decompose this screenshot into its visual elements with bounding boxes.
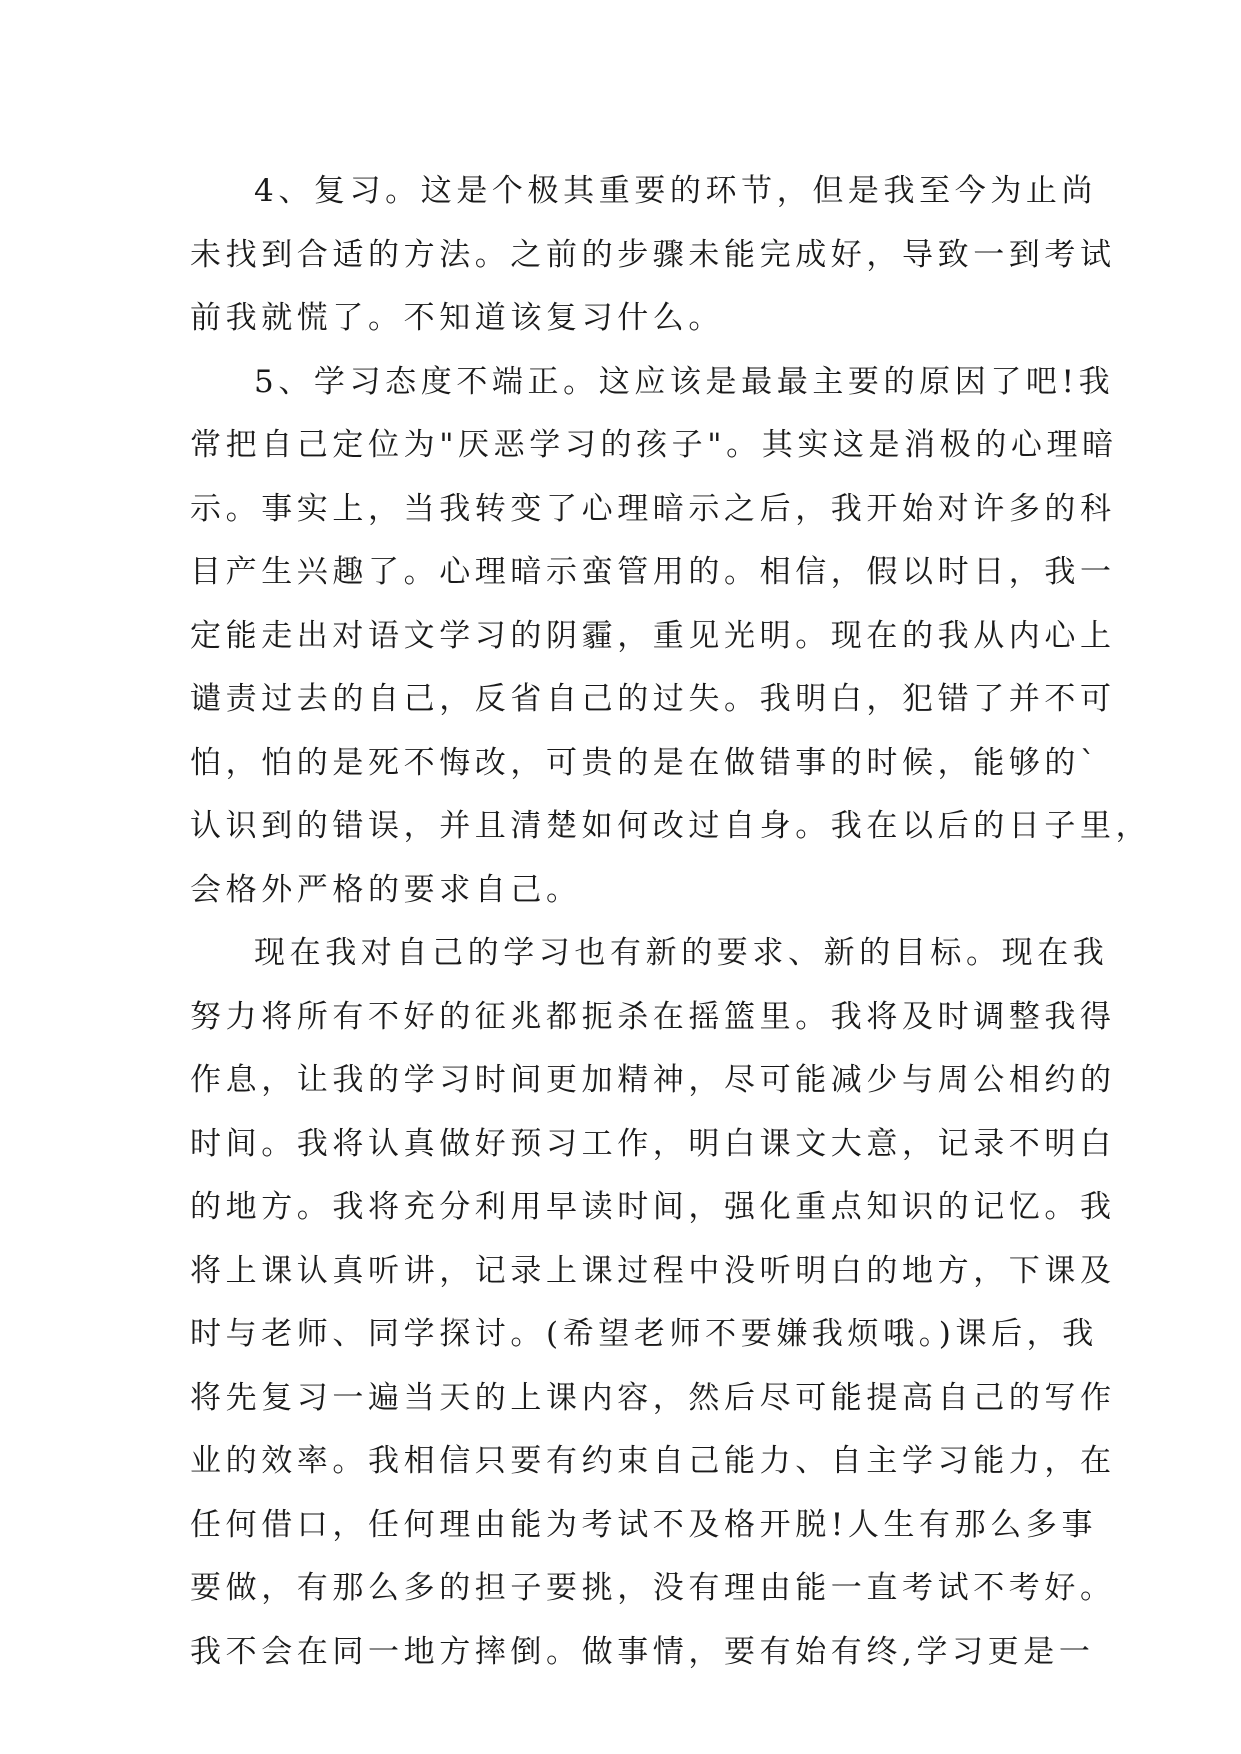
text-line: 将先复习一遍当天的上课内容，然后尽可能提高自己的写作 xyxy=(190,1379,1116,1416)
document-body xyxy=(190,160,1152,1684)
paragraph-attitude xyxy=(190,351,1152,923)
text-line: 目产生兴趣了。心理暗示蛮管用的。相信，假以时日，我一 xyxy=(190,554,1116,590)
text-line: 将上课认真听讲，记录上课过程中没听明白的地方，下课及 xyxy=(190,1252,1116,1289)
text-line: 我不会在同一地方摔倒。做事情，要有始有终,学习更是一 xyxy=(190,1633,1095,1670)
text-line: 时与老师、同学探讨。(希望老师不要嫌我烦哦。)课后，我 xyxy=(190,1316,1098,1352)
text-line: 的地方。我将充分利用早读时间，强化重点知识的记忆。我 xyxy=(190,1189,1116,1225)
text-line: 示。事实上，当我转变了心理暗示之后，我开始对许多的科 xyxy=(190,490,1116,527)
text-line: 现在我对自己的学习也有新的要求、新的目标。现在我 xyxy=(254,935,1109,971)
text-line: 业的效率。我相信只要有约束自己能力、自主学习能力，在 xyxy=(190,1443,1116,1479)
text-line: 努力将所有不好的征兆都扼杀在摇篮里。我将及时调整我得 xyxy=(190,998,1116,1035)
text-line: 认识到的错误，并且清楚如何改过自身。我在以后的日子里， xyxy=(190,808,1152,844)
text-line: 常把自己定位为"厌恶学习的孩子"。其实这是消极的心理暗 xyxy=(190,427,1118,463)
paragraph-review xyxy=(190,160,1116,351)
text-line: 谴责过去的自己，反省自己的过失。我明白，犯错了并不可 xyxy=(190,681,1116,717)
text-line: 5、学习态度不端正。这应该是最最主要的原因了吧!我 xyxy=(254,363,1115,400)
paragraph-new-goals xyxy=(190,922,1116,1684)
text-line: 作息，让我的学习时间更加精神，尽可能减少与周公相约的 xyxy=(190,1062,1116,1098)
text-line: 怕，怕的是死不悔改，可贵的是在做错事的时候，能够的` xyxy=(190,744,1101,781)
text-line: 要做，有那么多的担子要挑，没有理由能一直考试不考好。 xyxy=(190,1570,1116,1606)
text-line: 前我就慌了。不知道该复习什么。 xyxy=(190,300,724,336)
text-line: 会格外严格的要求自己。 xyxy=(190,871,582,908)
text-line: 4、复习。这是个极其重要的环节，但是我至今为止尚 xyxy=(254,173,1098,209)
text-line: 时间。我将认真做好预习工作，明白课文大意，记录不明白 xyxy=(190,1125,1116,1162)
text-line: 未找到合适的方法。之前的步骤未能完成好，导致一到考试 xyxy=(190,236,1116,273)
text-line: 任何借口，任何理由能为考试不及格开脱!人生有那么多事 xyxy=(190,1506,1098,1543)
text-line: 定能走出对语文学习的阴霾，重见光明。现在的我从内心上 xyxy=(190,617,1116,654)
